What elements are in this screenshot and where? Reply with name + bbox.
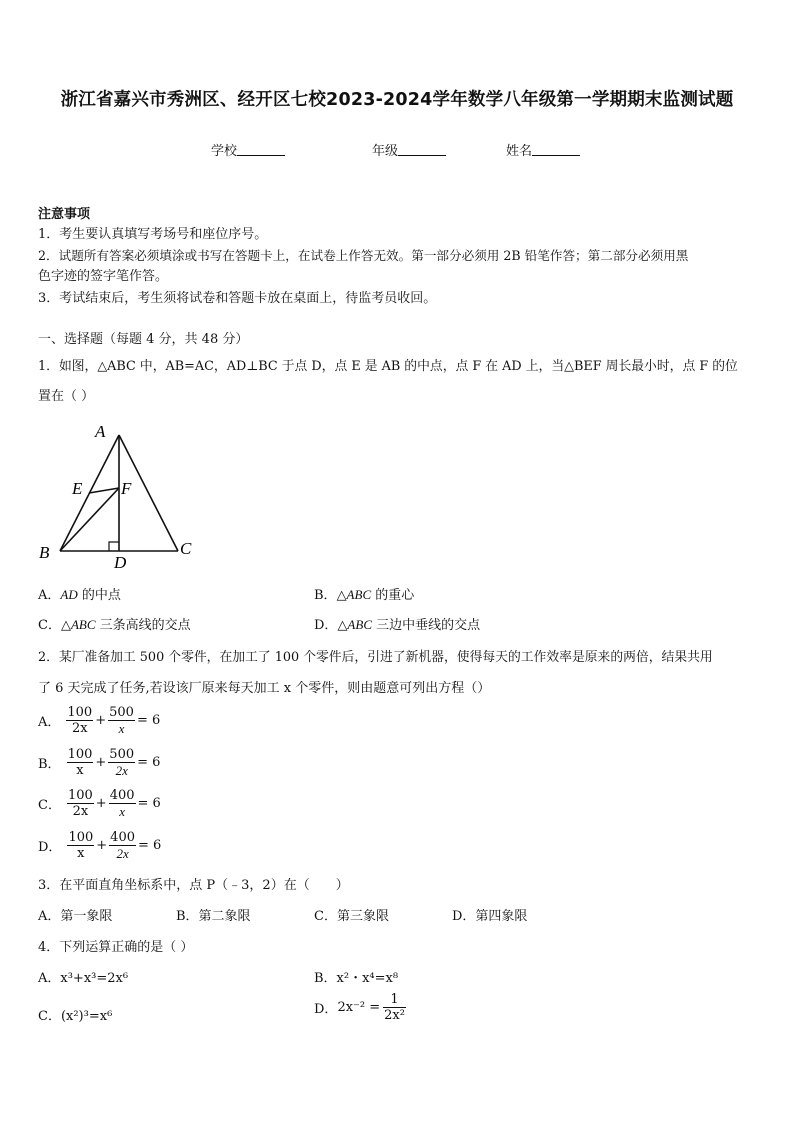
equals-rhs: = 6 <box>138 837 162 853</box>
option-label: C． <box>38 618 61 633</box>
grade-field <box>372 140 446 159</box>
option-text: 的中点 <box>77 588 121 603</box>
q4-option-c[interactable]: C．(x²)³=x⁶ <box>38 1009 113 1024</box>
vertex-a-label: A <box>95 422 106 441</box>
school-blank <box>237 143 285 156</box>
option-label: B． <box>38 756 61 772</box>
name-blank <box>532 143 580 156</box>
q4-option-a[interactable]: A．x³+x³=2x⁶ <box>38 971 129 986</box>
q3-text: 3．在平面直角坐标系中，点 P（﹣3，2）在（ ） <box>38 878 349 893</box>
point-f-label: F <box>121 479 132 498</box>
q2-option-b[interactable]: B． $\frac{100}{x}$ + $\frac{500}{2x}$ = 6 <box>38 746 161 778</box>
option-text: 的重心 <box>371 588 415 603</box>
q2-text: 2．某厂准备加工 500 个零件，在加工了 100 个零件后，引进了新机器，使得每天的工作效率是原来的两倍，结果共用 <box>38 650 713 665</box>
fraction: $\frac{500}{x}$ <box>109 704 134 736</box>
point-e-label: E <box>72 479 83 498</box>
fraction: $\frac{100}{2x}$ <box>67 704 93 736</box>
option-label: A． <box>38 714 61 730</box>
vertex-b-label: B <box>39 543 50 562</box>
triangle-figure <box>36 418 206 570</box>
option-expression: 2x⁻² = <box>337 1000 381 1015</box>
point-d-label: D <box>114 553 127 570</box>
name-field <box>506 140 580 159</box>
option-var: AD <box>60 587 78 602</box>
option-var: △ABC <box>337 617 372 632</box>
option-label: B． <box>314 588 337 603</box>
q1-option-b[interactable] <box>314 584 414 603</box>
q3-option-b[interactable]: B．第二象限 <box>176 909 251 924</box>
equals-rhs: = 6 <box>136 712 161 728</box>
q3-option-d[interactable]: D．第四象限 <box>452 909 528 924</box>
fraction: $\frac{100}{x}$ <box>68 829 94 861</box>
q2-option-a[interactable]: A． $\frac{100}{2x}$ + $\frac{500}{x}$ = 6 <box>38 704 161 736</box>
fraction: $\frac{400}{2x}$ <box>110 829 135 861</box>
fraction: $\frac{400}{x}$ <box>109 787 135 819</box>
fraction: $\frac{100}{2x}$ <box>67 787 93 819</box>
notice-item: 2．试题所有答案必须填涂或书写在答题卡上，在试卷上作答无效。第一部分必须用 2B 铅笔作答；第二部分必须用黑 <box>38 248 689 263</box>
q1-text: 1．如图，△ABC 中，AB=AC，AD⊥BC 于点 D，点 E 是 AB 的中点，点 F 在 AD 上，当△BEF 周长最小时，点 F 的位 <box>38 359 738 374</box>
option-label: D． <box>314 1002 338 1017</box>
q2-option-c[interactable]: C． $\frac{100}{2x}$ + $\frac{400}{x}$ = 6 <box>38 787 161 819</box>
fraction: $\frac{1}{\text{2x²}}$ <box>384 992 405 1023</box>
q3-option-a[interactable]: A．第一象限 <box>38 909 113 924</box>
q2-text-cont: 了 6 天完成了任务,若设该厂原来每天加工 x 个零件，则由题意可列出方程（） <box>38 681 491 696</box>
option-var: △ABC <box>336 587 372 602</box>
vertex-c-label: C <box>180 539 192 558</box>
option-text: 三边中垂线的交点 <box>372 618 481 633</box>
notice-item: 1．考生要认真填写考场号和座位序号。 <box>38 227 268 242</box>
q1-option-a[interactable] <box>38 584 121 603</box>
q1-option-d[interactable] <box>314 614 480 633</box>
exam-title: 浙江省嘉兴市秀洲区、经开区七校2023-2024学年数学八年级第一学期期末监测试题 <box>60 90 734 110</box>
section-heading: 一、选择题（每题 4 分，共 48 分） <box>38 332 249 347</box>
option-label: D． <box>38 839 62 855</box>
grade-label: 年级 <box>372 144 399 159</box>
fraction: $\frac{500}{2x}$ <box>109 746 135 778</box>
notice-heading: 注意事项 <box>38 207 91 222</box>
q4-text: 4．下列运算正确的是（ ） <box>38 940 194 955</box>
equals-rhs: = 6 <box>137 754 161 770</box>
option-label: C． <box>38 797 61 813</box>
name-label: 姓名 <box>506 144 533 159</box>
q4-option-b[interactable]: B．x²・x⁴=x⁸ <box>314 971 399 986</box>
notice-item: 色字迹的签字笔作答。 <box>38 269 169 284</box>
grade-blank <box>398 143 446 156</box>
option-label: A． <box>38 588 61 603</box>
q1-option-c[interactable] <box>38 614 191 633</box>
option-text: 三条高线的交点 <box>95 618 191 633</box>
fraction: $\frac{100}{x}$ <box>67 746 93 778</box>
school-field <box>211 140 285 159</box>
school-label: 学校 <box>211 144 238 159</box>
q3-option-c[interactable]: C．第三象限 <box>314 909 389 924</box>
option-var: △ABC <box>60 617 96 632</box>
notice-item: 3．考试结束后，考生须将试卷和答题卡放在桌面上，待监考员收回。 <box>38 291 437 306</box>
q4-option-d[interactable] <box>314 992 406 1023</box>
option-label: D． <box>314 618 338 633</box>
equals-rhs: = 6 <box>137 795 161 811</box>
q2-option-d[interactable]: D． $\frac{100}{x}$ + $\frac{400}{2x}$ = 6 <box>38 829 162 861</box>
q1-text-cont: 置在（ ） <box>38 389 95 404</box>
